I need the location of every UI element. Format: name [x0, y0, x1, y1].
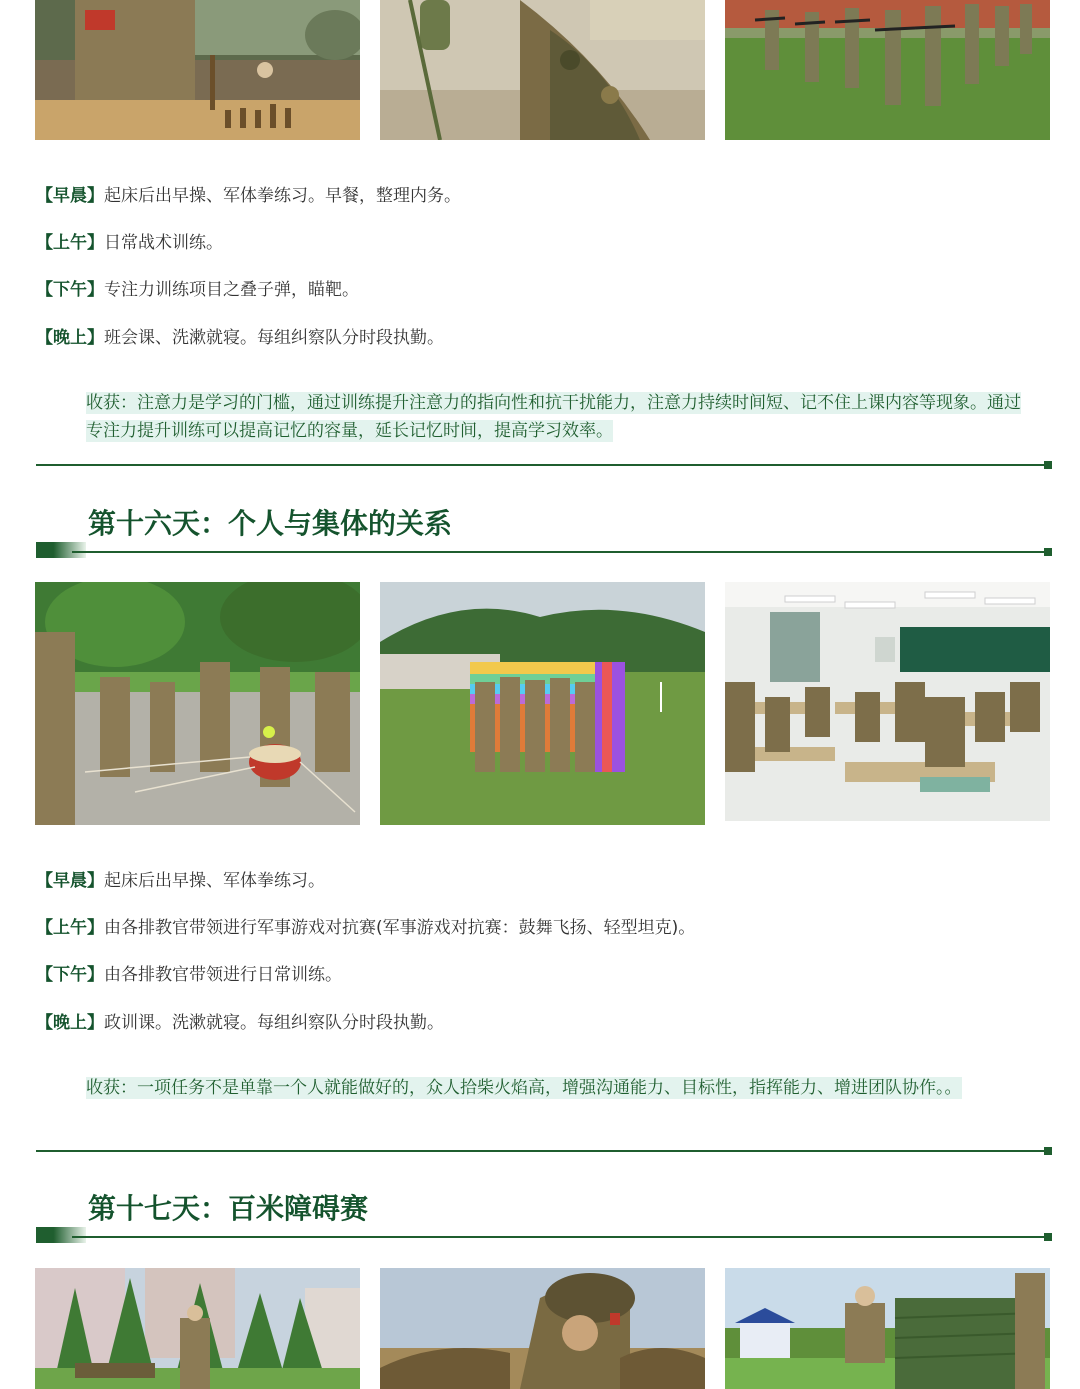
harvest-text: 收获：一项任务不是单靠一个人就能做好的，众人拾柴火焰高，增强沟通能力、目标性，指挥能力、增进团队协作。。 — [86, 1078, 962, 1098]
schedule-text: 起床后出早操、军体拳练习。 — [104, 871, 325, 891]
harvest-text: 收获：注意力是学习的门槛，通过训练提升注意力的指向性和抗干扰能力，注意力持续时间短、记不住上课内容等现象。通过专注力提升训练可以提高记忆的容量，延长记忆时间，提高学习效率。 — [86, 393, 1021, 441]
schedule-text: 日常战术训练。 — [104, 233, 223, 253]
harvest-note — [86, 389, 1032, 445]
schedule-evening — [36, 1011, 444, 1035]
schedule-text: 起床后出早操、军体拳练习。早餐，整理内务。 — [104, 186, 461, 206]
schedule-tag: 【早晨】 — [36, 871, 104, 891]
photo-drum-game — [35, 582, 360, 825]
photo-bullet-stacking — [35, 0, 360, 140]
harvest-note — [86, 1074, 1032, 1102]
photo-aiming-practice — [380, 0, 705, 140]
header-accent-bar — [36, 542, 86, 558]
schedule-text: 由各排教官带领进行军事游戏对抗赛(军事游戏对抗赛：鼓舞飞扬、轻型坦克)。 — [104, 918, 696, 938]
schedule-forenoon — [36, 916, 695, 940]
schedule-morning — [36, 869, 325, 893]
rule-end-marker — [1044, 1233, 1052, 1241]
rule-end-marker — [1044, 548, 1052, 556]
section-header-day17 — [36, 1187, 1052, 1247]
schedule-text: 班会课、洗漱就寝。每组纠察队分时段执勤。 — [104, 328, 444, 348]
photo-classroom — [725, 582, 1050, 821]
schedule-tag: 【下午】 — [36, 280, 104, 300]
photo-obstacle-run — [35, 1268, 360, 1389]
schedule-text: 由各排教官带领进行日常训练。 — [104, 965, 342, 985]
photo-crawling — [380, 1268, 705, 1389]
schedule-afternoon — [36, 963, 342, 987]
section-divider — [36, 1150, 1046, 1152]
section-divider — [36, 464, 1046, 466]
schedule-tag: 【下午】 — [36, 965, 104, 985]
schedule-afternoon — [36, 278, 359, 302]
photo-tank-game — [380, 582, 705, 825]
section-title: 第十六天：个人与集体的关系 — [88, 507, 453, 540]
header-rule — [72, 551, 1046, 553]
divider-end-marker — [1044, 1147, 1052, 1155]
header-accent-bar — [36, 1227, 86, 1243]
divider-end-marker — [1044, 461, 1052, 469]
photo-wall-climb — [725, 1268, 1050, 1389]
schedule-morning — [36, 184, 461, 208]
schedule-evening — [36, 326, 444, 350]
schedule-tag: 【晚上】 — [36, 328, 104, 348]
schedule-tag: 【上午】 — [36, 233, 104, 253]
schedule-forenoon — [36, 231, 223, 255]
schedule-tag: 【早晨】 — [36, 186, 104, 206]
schedule-text: 政训课。洗漱就寝。每组纠察队分时段执勤。 — [104, 1013, 444, 1033]
photo-rifle-drill — [725, 0, 1050, 140]
schedule-text: 专注力训练项目之叠子弹，瞄靶。 — [104, 280, 359, 300]
header-rule — [72, 1236, 1046, 1238]
section-header-day16 — [36, 502, 1052, 562]
schedule-tag: 【上午】 — [36, 918, 104, 938]
schedule-tag: 【晚上】 — [36, 1013, 104, 1033]
section-title: 第十七天：百米障碍赛 — [88, 1192, 369, 1225]
